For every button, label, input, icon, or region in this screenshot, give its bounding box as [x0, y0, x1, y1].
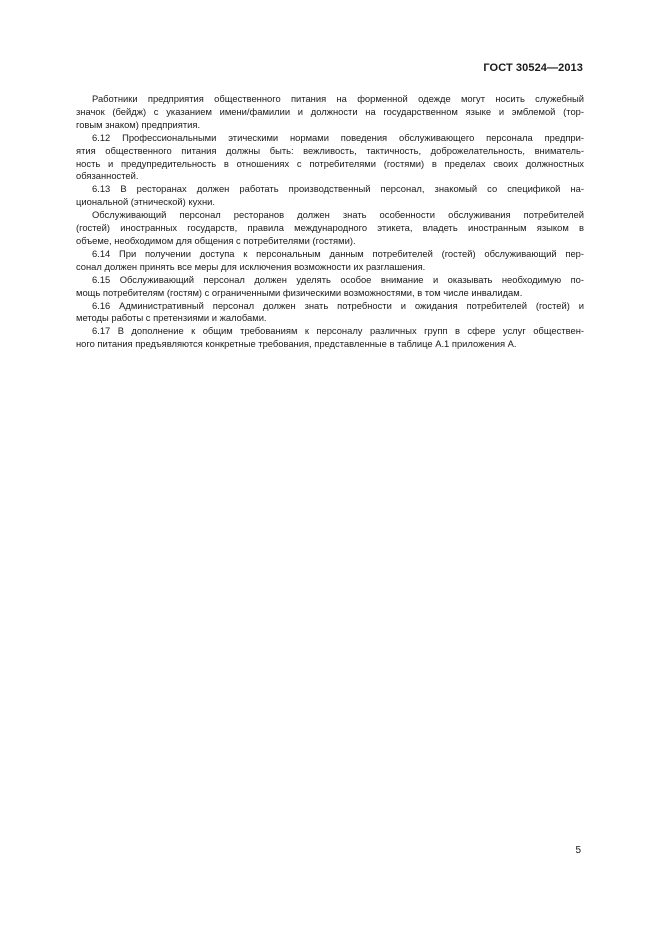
- text-line: ного питания предъявляются конкретные требования, представленные в таблице А.1 приложения А.: [76, 338, 517, 350]
- text-line: 6.14 При получении доступа к персональным данным потребителей (гостей) обслуживающий пер-: [92, 247, 584, 259]
- text-line: сонал должен принять все меры для исключения возможности их разглашения.: [76, 260, 426, 272]
- text-line: 6.17 В дополнение к общим требованиям к персоналу различных групп в сфере услуг обществен-: [92, 325, 584, 337]
- paragraph-6-16: [76, 300, 584, 326]
- text-line: ность и предупредительность в отношениях с потребителями (гостями) в пределах своих должностных: [76, 157, 584, 169]
- text-line: говым знаком) предприятия.: [76, 118, 201, 130]
- document-body: [76, 93, 584, 351]
- standard-code-header: ГОСТ 30524—2013: [483, 62, 583, 74]
- text-line: значок (бейдж) с указанием имени/фамилии и должности на государственном языке и эмблемой (тор-: [76, 105, 584, 117]
- text-line: мощь потребителям (гостям) с ограниченными физическими возможностями, в том числе инвалидам.: [76, 286, 523, 298]
- paragraph-6-15: [76, 274, 584, 300]
- paragraph-6-13: [76, 183, 584, 209]
- text-line: (гостей) иностранных государств, правила международного этикета, владеть иностранным языком в: [76, 222, 584, 234]
- text-line: объеме, необходимом для общения с потребителями (гостями).: [76, 234, 356, 246]
- text-line: 6.13 В ресторанах должен работать производственный персонал, знакомый со спецификой на-: [92, 183, 584, 195]
- paragraph-6-12: [76, 132, 584, 184]
- text-line: обязанностей.: [76, 170, 139, 182]
- paragraph-6-14: [76, 248, 584, 274]
- text-line: Обслуживающий персонал ресторанов должен знать особенности обслуживания потребителей: [92, 209, 584, 221]
- text-line: методы работы с претензиями и жалобами.: [76, 312, 267, 324]
- paragraph-badge: [76, 93, 584, 132]
- text-line: ятия общественного питания должны быть: вежливость, тактичность, доброжелательность, вниматель-: [76, 144, 584, 156]
- text-line: Работники предприятия общественного питания на форменной одежде могут носить служебный: [92, 93, 584, 104]
- text-line: 6.16 Административный персонал должен знать потребности и ожидания потребителей (гостей) и: [92, 299, 584, 311]
- paragraph-foreign-guests: [76, 209, 584, 248]
- text-line: 6.15 Обслуживающий персонал должен уделять особое внимание и оказывать необходимую по-: [92, 273, 584, 285]
- text-line: 6.12 Профессиональными этическими нормами поведения обслуживающего персонала предпри-: [92, 131, 584, 143]
- paragraph-6-17: [76, 325, 584, 351]
- page-number: 5: [575, 845, 581, 856]
- text-line: циональной (этнической) кухни.: [76, 196, 215, 208]
